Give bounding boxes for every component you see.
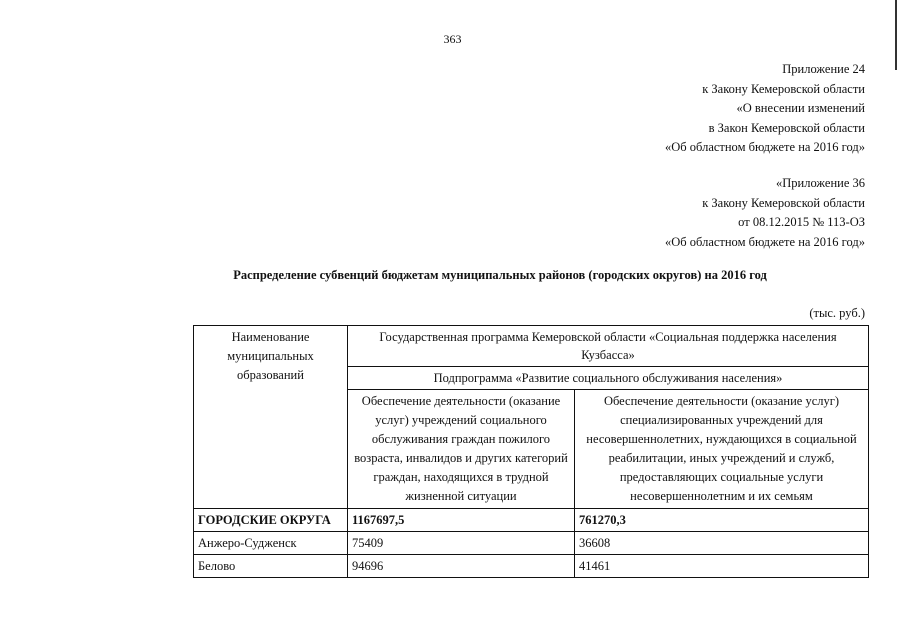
row-value-2: 41461 [575,555,869,578]
row-name: Анжеро-Судженск [194,532,348,555]
header-program: Государственная программа Кемеровской области «Социальная поддержка населения Кузбасса» [348,326,869,367]
appendix-line: в Закон Кемеровской области [708,120,865,135]
page-number: 363 [443,32,462,46]
header-subprogram: Подпрограмма «Развитие социального обслуживания населения» [348,367,869,390]
appendix-line: к Закону Кемеровской области [702,81,865,96]
table-row [194,532,869,555]
row-value-2: 36608 [575,532,869,555]
header-municipality: Наименование муниципальных образований [194,326,348,509]
row-name: Белово [194,555,348,578]
row-value-1: 94696 [348,555,575,578]
row-value-1: 75409 [348,532,575,555]
header-col1: Обеспечение деятельности (оказание услуг) учреждений социального обслуживания граждан пожилого возраста, инвалидов и других категорий граждан, находящихся в трудной жизненной ситуации [348,390,575,509]
appendix-line: Приложение 24 [782,62,865,76]
document-title: Распределение субвенций бюджетам муниципальных районов (городских округов) на 2016 год [233,268,767,282]
units-label: (тыс. руб.) [809,306,865,320]
table-row [194,555,869,578]
appendix-line: к Закону Кемеровской области [702,195,865,210]
totals-value-2: 761270,3 [575,509,869,532]
appendix-line: «Об областном бюджете на 2016 год» [665,234,865,249]
appendix-line: «Об областном бюджете на 2016 год» [665,140,865,154]
header-col2: Обеспечение деятельности (оказание услуг) специализированных учреждений для несовершеннолетних, нуждающихся в социальной реабилитации, иных учреждений и служб, предоставляющих социальные услуги несовершеннолетним и их семьям [575,390,869,509]
appendix-line: «Приложение 36 [776,176,865,190]
appendix-24-block [665,60,865,158]
appendix-36-block [665,174,865,252]
totals-row [194,509,869,532]
appendix-line: от 08.12.2015 № 113-ОЗ [738,215,865,229]
totals-name: ГОРОДСКИЕ ОКРУГА [194,509,348,532]
subventions-table [193,325,869,578]
totals-value-1: 1167697,5 [348,509,575,532]
appendix-line: «О внесении изменений [736,101,865,115]
